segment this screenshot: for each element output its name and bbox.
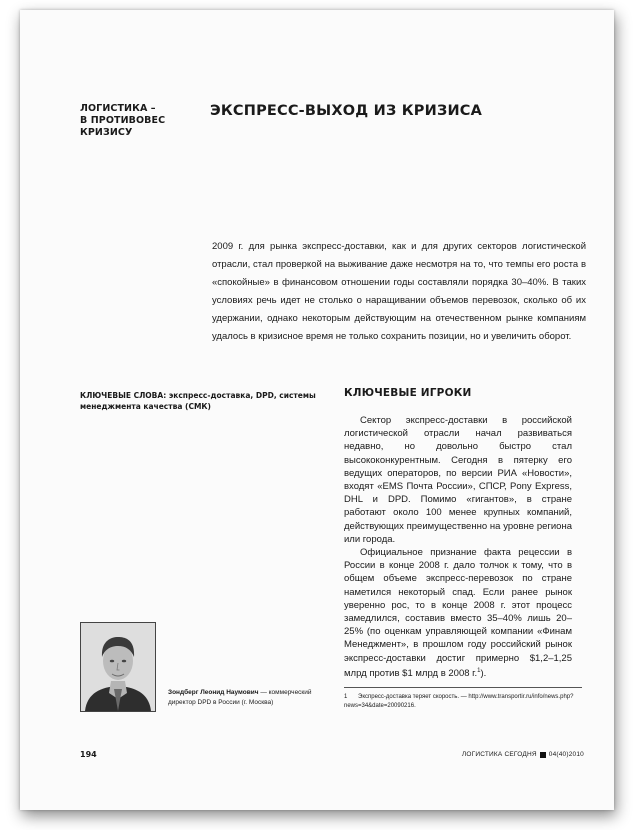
lead-paragraph: 2009 г. для рынка экспресс-доставки, как и для других секторов логистической отрасли, стал проверкой на выживание даже несмотря на то, что темпы его роста в «спокойные» в финансовом отношении годы составляли порядка 30–40%. В таких условиях речь идет не столько о наращивании объемов перевозок, сколько об их удержании, однако некоторым действующим на отечественном рынке компаниям удалось в кризисное время не только сохранить позиции, но и увеличить оборот. (212, 241, 586, 342)
body-paragraph (344, 546, 572, 680)
author-role: — коммерческий директор DPD в России (г. Москва) (168, 689, 312, 706)
article-title: ЭКСПРЕСС-ВЫХОД ИЗ КРИЗИСА (210, 103, 483, 119)
body-paragraph: Сектор экспресс-доставки в российской логистической отрасли начал развиваться недавно, но довольно быстро стал высококонкурентным. Сегодня в пятерку его ведущих операторов, по версии РИА «Новости», входят «EMS Почта России», СПСР, Pony Express, DHL и DPD. Помимо «гигантов», в стране работают около 100 менее крупных компаний, действующих преимущественно на уровне региона или города. (344, 415, 572, 545)
author-caption (168, 688, 318, 707)
square-bullet-icon (540, 752, 546, 758)
journal-name: ЛОГИСТИКА СЕГОДНЯ (461, 751, 537, 758)
section-label-line: КРИЗИСУ (80, 127, 133, 138)
section-label-line: ЛОГИСТИКА – (80, 103, 156, 114)
author-photo (80, 622, 156, 712)
body-paragraph-text: Официальное признание факта рецессии в России в конце 2008 г. дало толчок к тому, что в общем объеме экспресс-перевозок по стране наметился некоторый спад. Если ранее рынок уверенно рос, то в конце 2008 г. этот процесс замедлился, составив вместо 35–40% лишь 20–25% (по оценкам управляющей компании «Финам Менеджмент», в прошлом году российский рынок экспресс-доставки достиг примерно $1,2–1,25 млрд против $1 млрд в 2008 г. (344, 547, 572, 680)
keywords-label: КЛЮЧЕВЫЕ СЛОВА: (80, 391, 167, 400)
author-portrait-icon (81, 623, 155, 711)
footnote-text: Экспресс-доставка теряет скорость. — http://www.transportir.ru/info/news.php?news=34&date=20090216. (344, 694, 574, 709)
keywords (80, 390, 320, 412)
section-label (80, 103, 200, 139)
section-label-line: В ПРОТИВОВЕС (80, 115, 166, 126)
author-name: Зондберг Леонид Наумович (168, 689, 259, 696)
article-body (344, 414, 572, 680)
footnote-divider (344, 687, 582, 688)
magazine-page (20, 10, 614, 810)
page-number: 194 (80, 750, 97, 759)
section-subheading: КЛЮЧЕВЫЕ ИГРОКИ (344, 387, 472, 399)
issue-number: 04(40)2010 (548, 751, 584, 758)
running-footer (462, 751, 584, 758)
footnote-number: 1 (344, 694, 348, 700)
footnote (344, 693, 584, 711)
body-paragraph-end: ). (480, 668, 487, 680)
keywords-text: экспресс-доставка, DPD, системы менеджмента качества (СМК) (80, 391, 316, 411)
footnote-ref[interactable]: 1 (477, 667, 481, 674)
